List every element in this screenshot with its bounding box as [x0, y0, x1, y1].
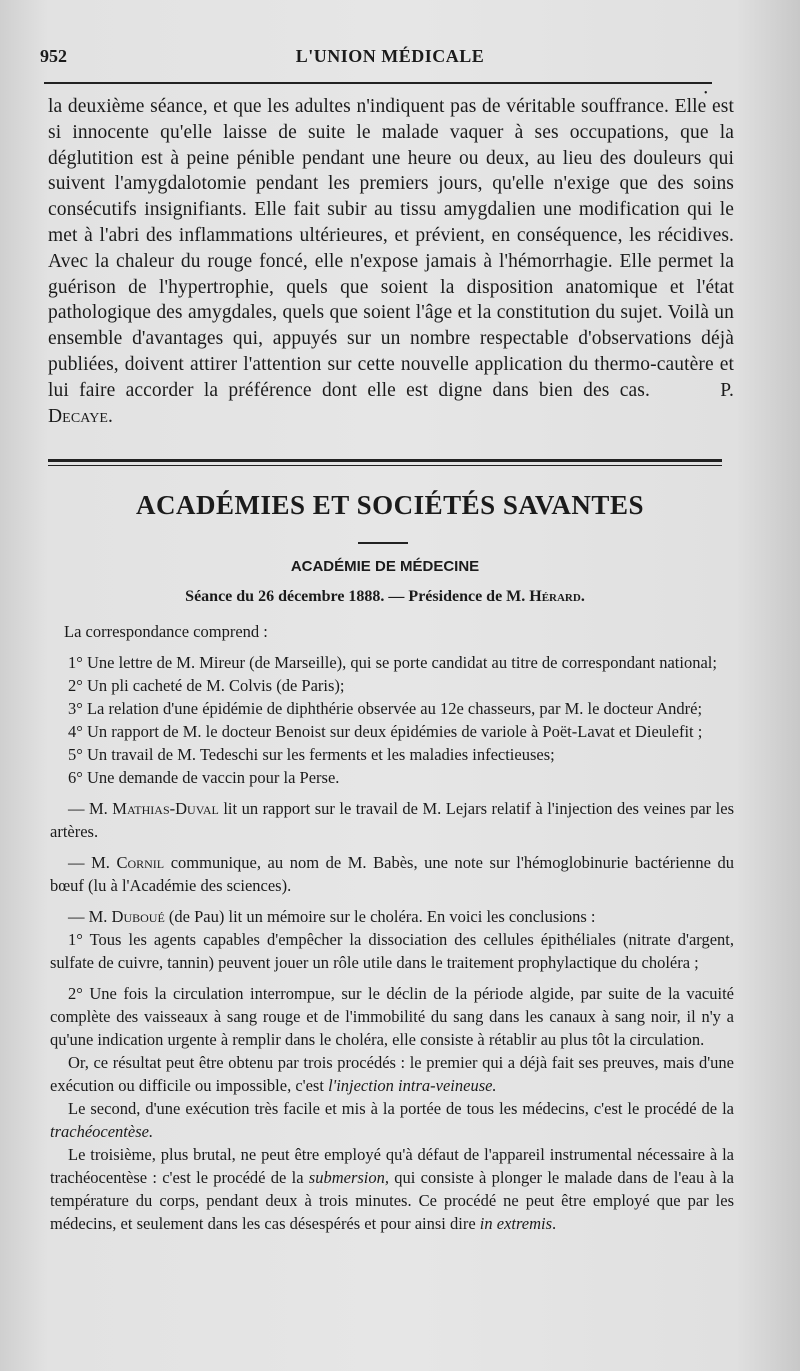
communication-3: [50, 905, 734, 928]
correspondence-intro: La correspondance comprend :: [64, 622, 268, 641]
method-2: [50, 1097, 734, 1143]
correspondence-item-3: 3° La relation d'une épidémie de diphthérie observée au 12e chasseurs, par M. le docteur André;: [68, 699, 703, 718]
header-rule: [44, 82, 712, 84]
dash: — M.: [68, 799, 113, 818]
method-3: [50, 1143, 734, 1235]
conclusion-1: 1° Tous les agents capables d'empêcher la dissociation des cellules épithéliales (nitrate d'argent, sulfate de cuivre, tannin) peuvent jouer un rôle utile dans le traitement prophylactique du choléra ;: [50, 930, 734, 972]
method-3-text-mid: qui consiste à plonger le malade dans de l'eau à la température du corps, pendant deux à trois minutes. Ce procédé ne peut être employé que par les médecins, et seulement dans les cas désespérés et pour ainsi dire: [50, 1168, 734, 1233]
dash: — M.: [68, 907, 112, 926]
method-1: [50, 1051, 734, 1097]
method-1-text: Or, ce résultat peut être obtenu par trois procédés : le premier qui a déjà fait ses preuves, mais d'une exécution ou difficile ou impossible, c'est: [50, 1053, 734, 1095]
continued-paragraph: [48, 94, 734, 429]
correspondence-item-5: 5° Un travail de M. Tedeschi sur les ferments et les maladies infectieuses;: [68, 745, 555, 764]
dash: — M.: [68, 853, 117, 872]
method-1-emphasis: l'injection intra-veineuse.: [328, 1076, 497, 1095]
session-prefix: Séance du 26 décembre 1888. — Présidence de M.: [185, 588, 530, 605]
ink-dot: •: [704, 88, 708, 99]
academy-title: ACADÉMIE DE MÉDECINE: [290, 558, 480, 575]
method-2-emphasis: trachéocentèse.: [50, 1122, 154, 1141]
article-body: [50, 620, 734, 1235]
session-suffix: .: [580, 588, 585, 605]
session-line: [48, 588, 722, 606]
correspondence-item-1: 1° Une lettre de M. Mireur (de Marseille), qui se porte candidat au titre de correspondant national;: [68, 653, 717, 672]
correspondence-item-6: 6° Une demande de vaccin pour la Perse.: [68, 768, 340, 787]
speaker-name: Mathias-Duval: [112, 799, 219, 818]
correspondence-item-2: 2° Un pli cacheté de M. Colvis (de Paris);: [68, 676, 345, 695]
communication-text: communique, au nom de M. Babès, une note sur l'hémoglobinurie bactérienne du bœuf (lu à l'Académie des sciences).: [50, 853, 734, 895]
section-title-rule: [358, 542, 408, 544]
method-3-emphasis-2: in extremis: [479, 1214, 553, 1233]
communication-text: (de Pau) lit un mémoire sur le choléra. En voici les conclusions :: [164, 907, 596, 926]
continued-paragraph-text: la deuxième séance, et que les adultes n'indiquent pas de véritable souffrance. Elle est si innocente qu'elle laisse de suite le malade vaquer à ses occupations, que la déglutition est à peine pénible pendant une heure ou deux, au lieu des douleurs qui suivent l'amygdalotomie pendant les premiers jours, qu'elle n'exige que des soins consécutifs insignifiants. Elle fait subir au tissu amygdalien une modification qui le met à l'abri des inflammations ultérieures, et prévient, en conséquence, les récidives. Avec la chaleur du rouge foncé, elle n'expose jamais à l'hémorrhagie. Elle permet la guérison de l'hypertrophie, quels que soient la disposition anatomique et l'état pathologique des amygdales, quels que soient l'âge et la constitution du sujet. Voilà un ensemble d'avantages qui, appuyés sur un nombre respectable d'observations déjà publiées, doivent attirer l'attention sur cette nouvelle application du thermo-cautère et lui faire accorder la préférence dont elle est digne dans bien des cas.: [48, 96, 734, 401]
communication-1: [50, 797, 734, 843]
speaker-name: Duboué: [111, 907, 165, 926]
conclusion-2: 2° Une fois la circulation interrompue, sur le déclin de la période algide, par suite de la vacuité complète des vaisseaux à sang rouge et de l'immobilité du sang dans les canaux à sang noir, il n'y a qu'une indication urgente à remplir dans le choléra, elle consiste à rétablir au plus tôt la circulation.: [50, 984, 734, 1049]
correspondence-item-4: 4° Un rapport de M. le docteur Benoist sur deux épidémies de variole à Poët-Lavat et Dieulefit ;: [68, 722, 703, 741]
author-signature: P. Decaye.: [48, 379, 735, 427]
method-2-text: Le second, d'une exécution très facile et mis à la portée de tous les médecins, c'est le procédé de la: [68, 1099, 734, 1118]
section-rule-thin: [48, 465, 722, 466]
speaker-name: Cornil: [116, 853, 165, 872]
page-number: 952: [40, 46, 67, 66]
running-title: L'UNION MÉDICALE: [295, 46, 485, 66]
communication-2: [50, 851, 734, 897]
method-3-end: .: [552, 1214, 557, 1233]
method-3-text: Le troisième, plus brutal, ne peut être employé qu'à défaut de l'appareil instrumental nécessaire à la trachéocentèse : c'est le procédé de la: [50, 1145, 734, 1187]
communication-text: lit un rapport sur le travail de M. Lejars relatif à l'injection des veines par les artères.: [50, 799, 735, 841]
method-3-emphasis: submersion,: [308, 1168, 390, 1187]
session-president: Hérard: [529, 588, 581, 605]
section-title: ACADÉMIES ET SOCIÉTÉS SAVANTES: [136, 490, 644, 520]
page-header: [40, 42, 740, 72]
section-rule-thick: [48, 459, 722, 462]
